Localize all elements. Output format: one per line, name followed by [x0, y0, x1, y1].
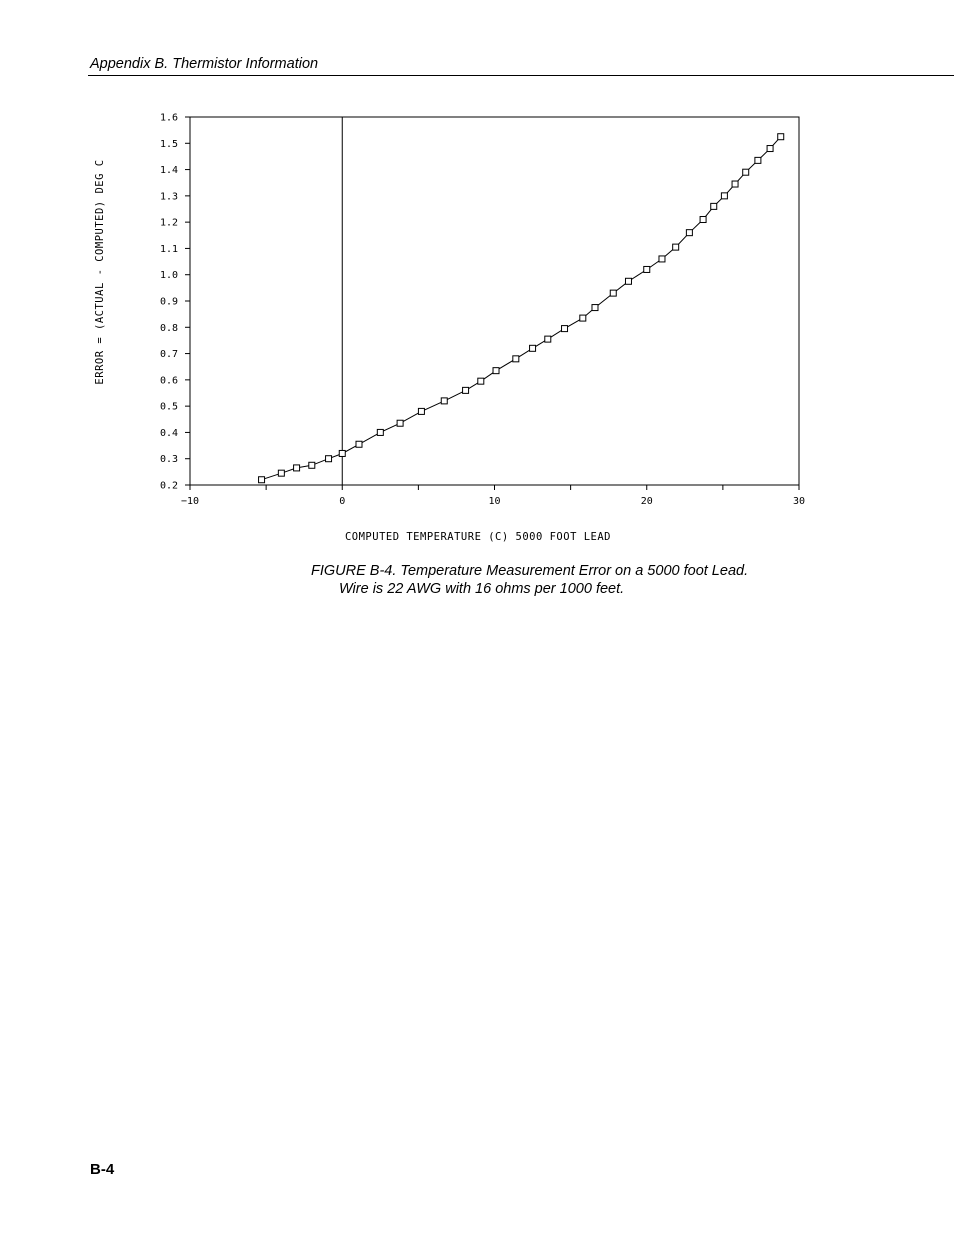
- y-tick-label: 1.0: [159, 270, 178, 282]
- x-tick-label: −10: [180, 496, 200, 507]
- data-point: [686, 230, 692, 236]
- data-point: [356, 441, 362, 447]
- data-point: [700, 217, 706, 223]
- data-point: [545, 336, 551, 342]
- data-point: [339, 450, 345, 456]
- x-tick-label: 10: [488, 496, 501, 507]
- data-point: [580, 315, 586, 321]
- running-header: Appendix B. Thermistor Information: [90, 56, 319, 72]
- data-point: [755, 157, 761, 163]
- caption-line-1: FIGURE B-4. Temperature Measurement Error on a 5000 foot Lead.: [311, 563, 749, 579]
- data-markers: [259, 134, 784, 483]
- data-point: [326, 456, 332, 462]
- data-point: [562, 326, 568, 332]
- data-point: [397, 420, 403, 426]
- y-axis-ticks: [160, 113, 190, 492]
- data-point: [493, 368, 499, 374]
- data-point: [294, 465, 300, 471]
- y-tick-label: 0.7: [159, 349, 178, 361]
- data-point: [610, 290, 616, 296]
- data-point: [441, 398, 447, 404]
- x-axis-label: COMPUTED TEMPERATURE (C) 5000 FOOT LEAD: [344, 531, 612, 543]
- data-point: [767, 146, 773, 152]
- data-point: [309, 462, 315, 468]
- x-tick-label: 0: [339, 496, 346, 507]
- x-tick-label: 20: [640, 496, 653, 507]
- series-line: [262, 137, 781, 480]
- y-tick-label: 0.4: [159, 427, 178, 439]
- data-point: [711, 203, 717, 209]
- data-point: [259, 477, 265, 483]
- data-point: [673, 244, 679, 250]
- plot-frame: [190, 117, 799, 485]
- data-point: [743, 169, 749, 175]
- y-tick-label: 1.2: [159, 217, 178, 229]
- x-axis-ticks: [181, 485, 805, 507]
- data-point: [778, 134, 784, 140]
- y-tick-label: 0.6: [159, 375, 178, 387]
- data-point: [732, 181, 738, 187]
- data-point: [721, 193, 727, 199]
- y-tick-label: 0.3: [159, 454, 178, 466]
- data-point: [418, 408, 424, 414]
- data-point: [463, 387, 469, 393]
- data-point: [278, 470, 284, 476]
- data-point: [377, 429, 383, 435]
- data-point: [530, 345, 536, 351]
- data-point: [478, 378, 484, 384]
- figure-caption: [311, 562, 748, 598]
- caption-line-2: Wire is 22 AWG with 16 ohms per 1000 feet.: [339, 581, 625, 597]
- data-point: [659, 256, 665, 262]
- page-number: B-4: [90, 1161, 115, 1178]
- y-tick-label: 0.8: [159, 322, 178, 334]
- y-tick-label: 1.1: [159, 243, 178, 255]
- y-tick-label: 1.5: [159, 138, 178, 150]
- data-point: [513, 356, 519, 362]
- y-tick-label: 1.6: [159, 112, 178, 124]
- y-tick-label: 0.2: [159, 480, 178, 492]
- y-tick-label: 0.9: [159, 296, 178, 308]
- y-tick-label: 1.3: [159, 191, 178, 203]
- data-point: [592, 305, 598, 311]
- error-chart: [0, 0, 954, 560]
- y-tick-label: 1.4: [159, 165, 178, 177]
- y-tick-label: 0.5: [159, 401, 178, 413]
- x-tick-label: 30: [792, 496, 806, 507]
- data-point: [644, 266, 650, 272]
- y-axis-label: ERROR = (ACTUAL - COMPUTED) DEG C: [94, 159, 106, 385]
- data-point: [625, 278, 631, 284]
